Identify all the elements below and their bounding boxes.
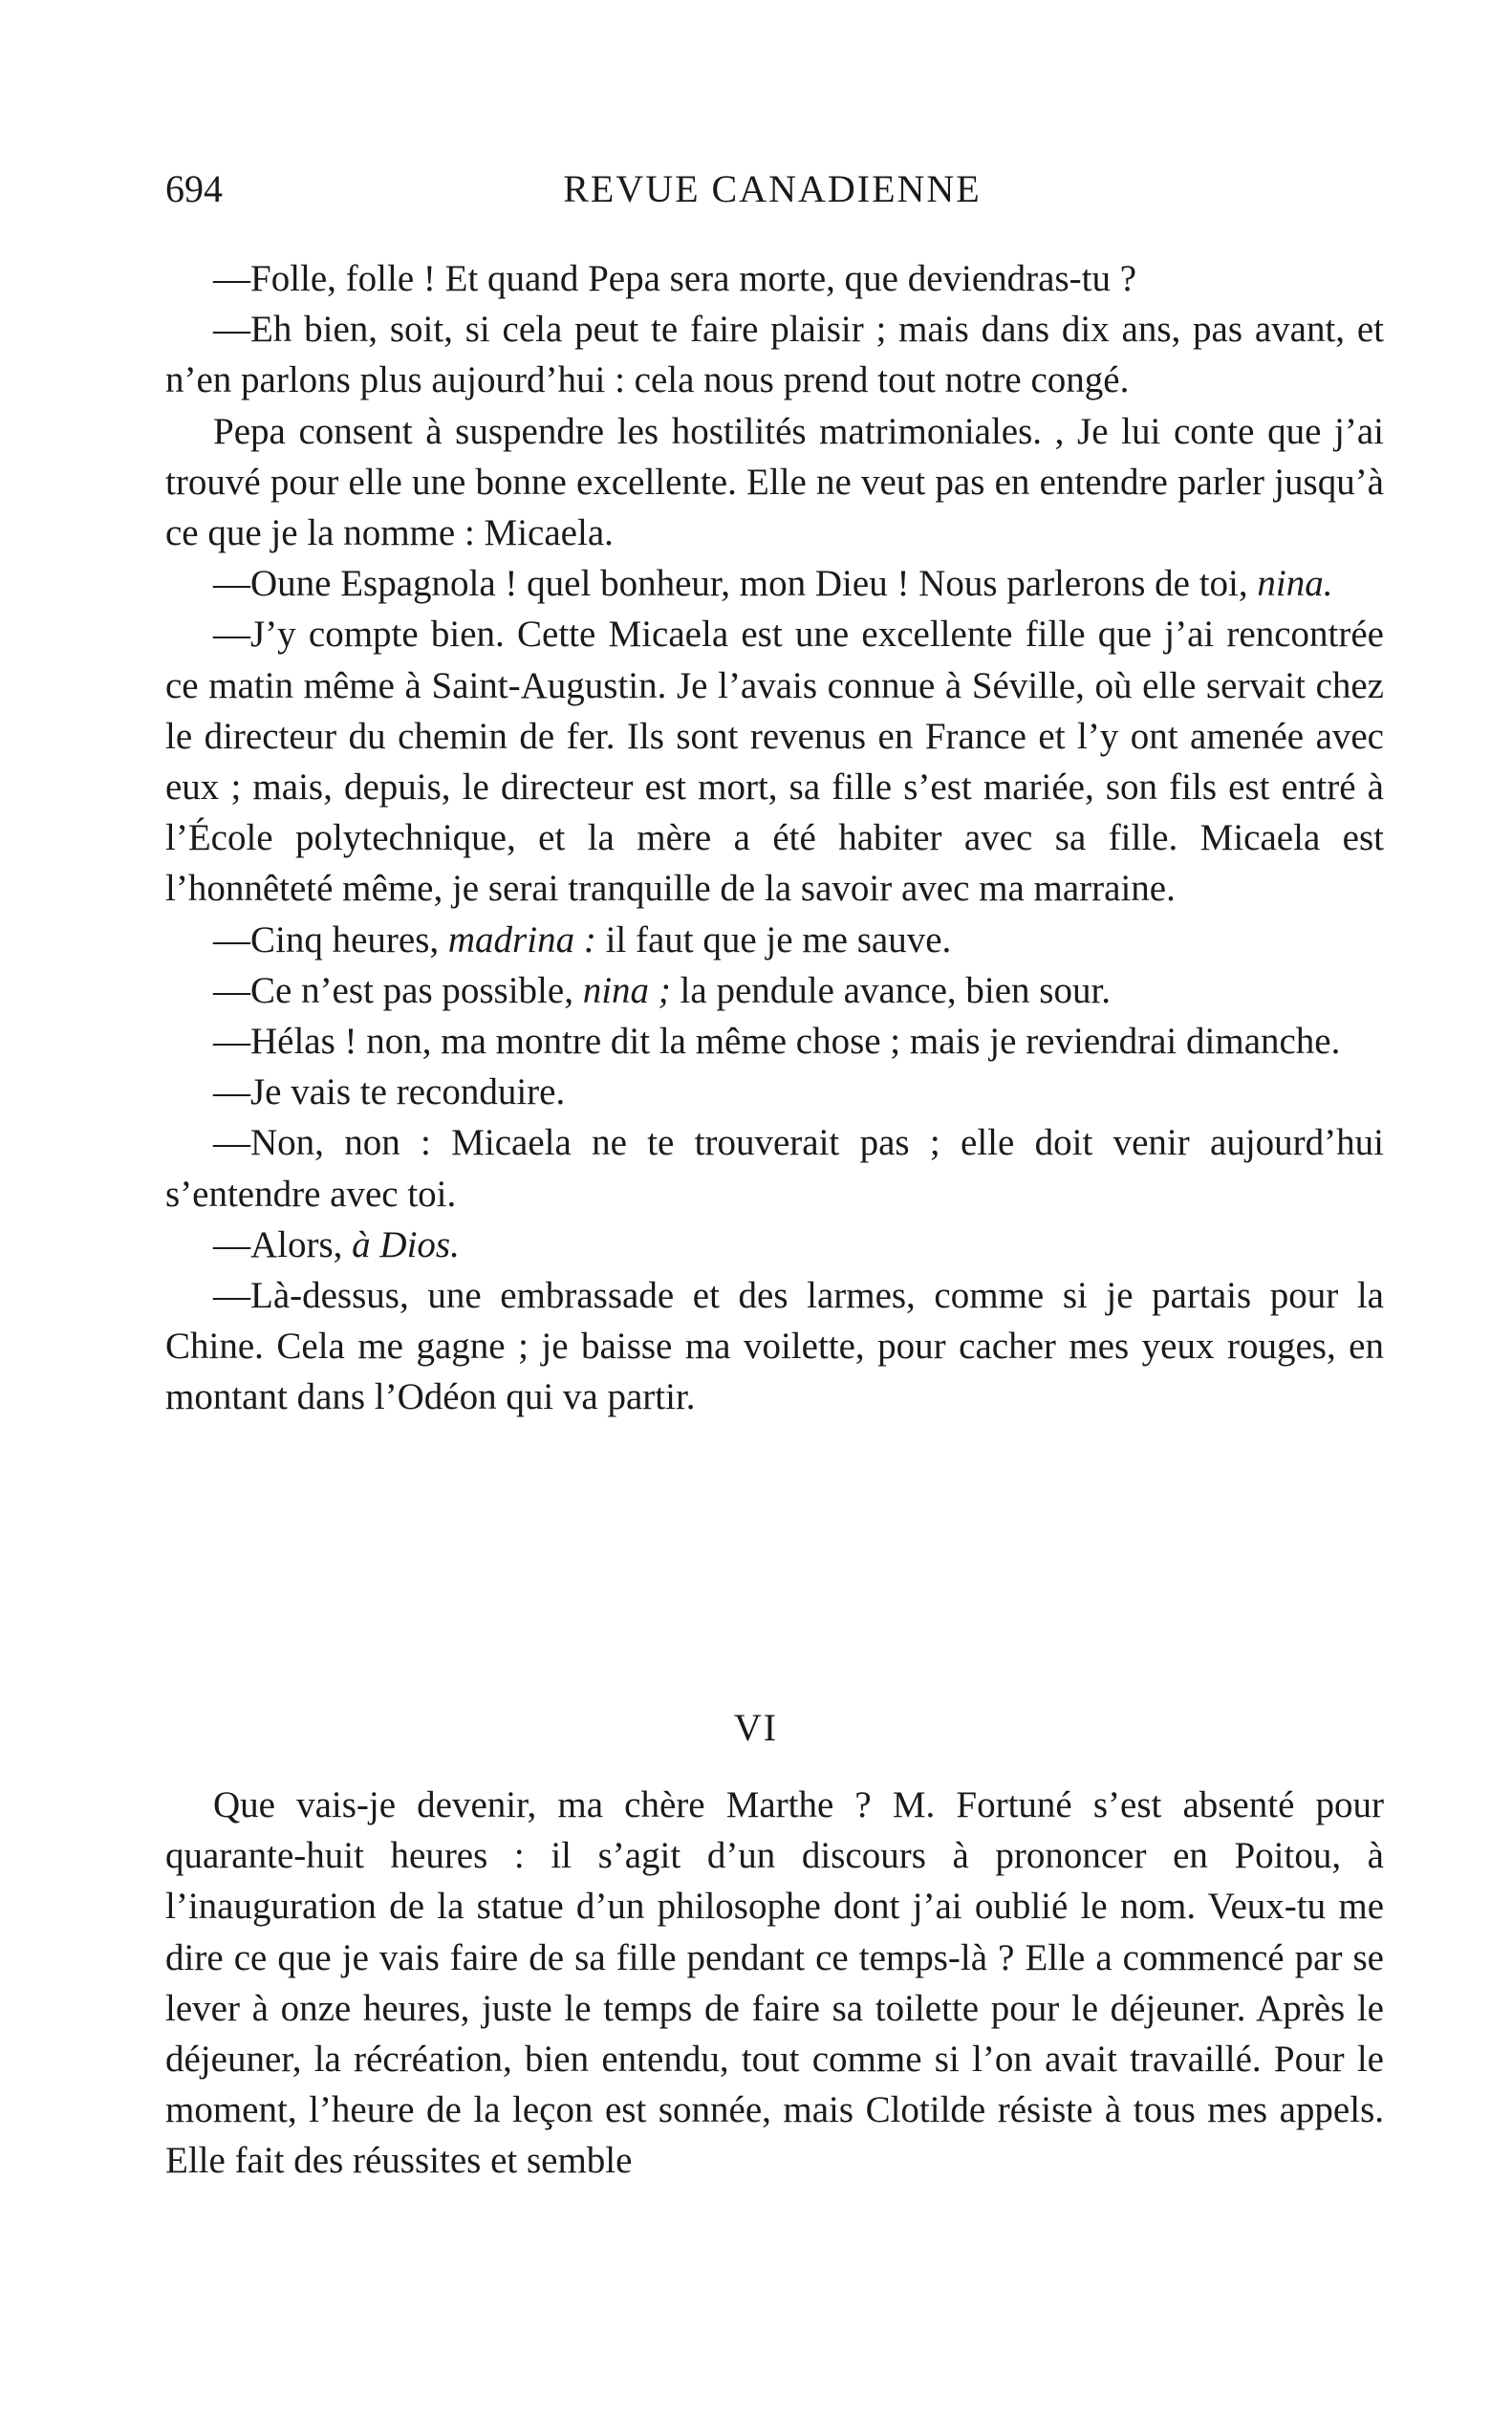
italic-text: nina ;	[582, 969, 671, 1011]
text-run: Pepa consent à suspendre les hostilités matrimoniales. , Je lui conte que j’ai trouvé pour elle une bonne excellente. Elle ne veut pas en entendre parler jusqu’à ce que je la nomme : Micaela.	[165, 410, 1384, 554]
paragraph	[165, 1220, 1384, 1270]
journal-title: REVUE CANADIENNE	[563, 167, 982, 210]
paragraph	[165, 609, 1384, 914]
text-run: la pendule avance, bien sour.	[670, 969, 1112, 1011]
paragraph	[165, 915, 1384, 965]
text-run: —Hélas ! non, ma montre dit la même chose ; mais je reviendrai dimanche.	[213, 1021, 1341, 1063]
italic-text: nina.	[1257, 563, 1333, 605]
text-run: Que vais-je devenir, ma chère Marthe ? M. Fortuné s’est absenté pour quarante-huit heures : il s’agit d’un discours à prononcer en Poitou, à l’inauguration de la statue d’un philosophe dont j’ai oublié le nom. Veux-tu me dire ce que je vais faire de sa fille pendant ce temps-là ? Elle a commencé par se lever à onze heures, juste le temps de faire sa toilette pour le déjeuner. Après le déjeuner, la récréation, bien entendu, tout comme si l’on avait travaillé. Pour le moment, l’heure de la leçon est sonnée, mais Clotilde résiste à tous mes appels. Elle fait des réussites et semble	[165, 1784, 1384, 2182]
paragraph	[165, 1016, 1384, 1067]
text-run: —Là-dessus, une embrassade et des larmes, comme si je partais pour la Chine. Cela me gagne ; je baisse ma voilette, pour cacher mes yeux rouges, en montant dans l’Odéon qui va partir.	[165, 1275, 1384, 1418]
text-run: —Je vais te reconduire.	[213, 1071, 566, 1113]
text-run: —Cinq heures,	[213, 918, 448, 961]
text-body-section-2	[165, 1780, 1384, 2187]
text-run: —Alors,	[213, 1223, 353, 1265]
paragraph	[165, 558, 1384, 609]
running-head	[165, 161, 1379, 218]
text-run: il faut que je me sauve.	[595, 918, 952, 961]
paragraph	[165, 253, 1384, 304]
italic-text: à Dios.	[352, 1223, 460, 1265]
paragraph	[165, 1117, 1384, 1219]
paragraph	[165, 1270, 1384, 1423]
section-heading: VI	[733, 1706, 779, 1749]
text-run: —Folle, folle ! Et quand Pepa sera morte, que deviendras-tu ?	[213, 258, 1137, 299]
paragraph	[165, 1780, 1384, 2187]
text-run: —Eh bien, soit, si cela peut te faire plaisir ; mais dans dix ans, pas avant, et n’en parlons plus aujourd’hui : cela nous prend tout notre congé.	[165, 309, 1384, 401]
text-run: —Oune Espagnola ! quel bonheur, mon Dieu ! Nous parlerons de toi,	[213, 563, 1258, 605]
italic-text: madrina :	[447, 918, 596, 961]
text-run: —Non, non : Micaela ne te trouverait pas ; elle doit venir aujourd’hui s’entendre avec toi.	[165, 1122, 1384, 1215]
text-run: —Ce n’est pas possible,	[213, 969, 583, 1011]
text-run: —J’y compte bien. Cette Micaela est une excellente fille que j’ai rencontrée ce matin même à Saint-Augustin. Je l’avais connue à Séville, où elle servait chez le directeur du chemin de fer. Ils sont revenus en France et l’y ont amenée avec eux ; mais, depuis, le directeur est mort, sa fille s’est mariée, son fils est entré à l’École polytechnique, et la mère a été habiter avec sa fille. Micaela est l’honnêteté même, je serai tranquille de la savoir avec ma marraine.	[165, 614, 1384, 910]
paragraph	[165, 965, 1384, 1016]
paragraph	[165, 1067, 1384, 1117]
page-number: 694	[165, 167, 223, 210]
paragraph	[165, 304, 1384, 405]
paragraph	[165, 406, 1384, 559]
text-body-section-1	[165, 253, 1384, 1423]
